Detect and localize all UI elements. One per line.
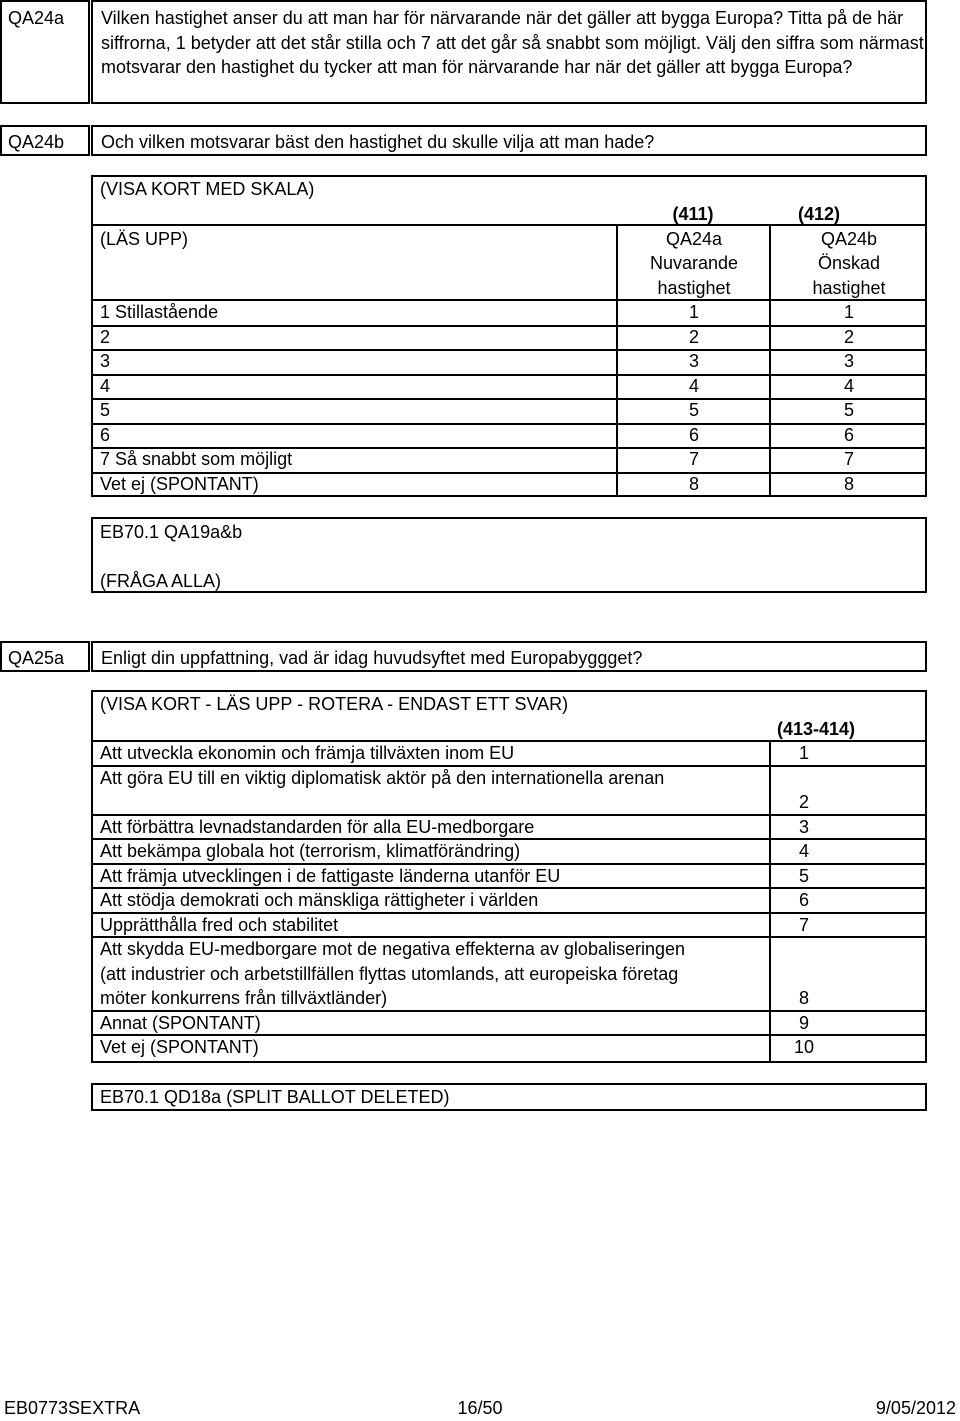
qa24a-question: Vilken hastighet anser du att man har för närvarande när det gäller att bygga Europa? Titta på de här siffrorna, 1 betyder att det står stilla och 7 att det går så snabbt som möjligt. Välj den siffra som närmast motsvarar den hastighet du tycker att man för närvarande har när det gäller att bygga Europa? xyxy=(101,8,924,77)
qa24b-question-cell xyxy=(91,125,927,156)
qa25a-option-label: Annat (SPONTANT) xyxy=(100,1012,261,1033)
qa25a-option-label: Att skydda EU-medborgare mot de negativa effekterna av globaliseringen xyxy=(100,939,686,959)
qa24b-row-code-b: 6 xyxy=(843,424,854,445)
qa24b-row-label: Vet ej (SPONTANT) xyxy=(100,473,259,494)
qa24b-row-code-b: 7 xyxy=(843,449,854,469)
qa24b-read-out: (LÄS UPP) xyxy=(100,229,189,249)
qa25a-option-label: Att göra EU till en viktig diplomatisk aktör på den internationella arenan xyxy=(100,767,665,788)
qa25a-question: Enligt din uppfattning, vad är idag huvudsyftet med Europabyggget? xyxy=(101,648,643,668)
qa24b-row-label: 3 xyxy=(100,351,111,371)
qa25a-option-code: 8 xyxy=(798,988,809,1008)
footer-date: 9/05/2012 xyxy=(875,1398,956,1418)
qa25a-option-code: 4 xyxy=(798,841,809,861)
qa25a-instruction: (VISA KORT - LÄS UPP - ROTERA - ENDAST ETT SVAR) xyxy=(100,694,569,714)
qa24b-row-label: 2 xyxy=(100,326,111,347)
qa25a-option-code: 10 xyxy=(793,1037,815,1057)
qa24b-row-code-b: 2 xyxy=(843,326,854,347)
qa24b-row-code-a: 3 xyxy=(688,351,699,371)
qa24b-row-code-a: 5 xyxy=(688,400,699,420)
qa25a-option-label: Upprätthålla fred och stabilitet xyxy=(100,914,339,935)
qa24b-col-b-label2: hastighet xyxy=(812,278,886,298)
sec1-source: EB70.1 QA19a&b xyxy=(100,522,243,542)
footer-doc-id: EB0773SEXTRA xyxy=(4,1398,141,1418)
qa24b-row-label: 4 xyxy=(100,375,111,396)
qa25a-option-label: Att förbättra levnadstandarden för alla EU-medborgare xyxy=(100,816,535,837)
qa24b-row-code-b: 1 xyxy=(843,302,854,322)
qa24b-row-code-a: 8 xyxy=(688,473,699,494)
qa25a-column-code: (413-414) xyxy=(776,719,856,739)
qa24b-col-a-label1: Nuvarande xyxy=(649,253,739,273)
qa24a-code-cell xyxy=(0,0,90,104)
qa25a-option-code: 6 xyxy=(798,890,809,910)
qa25a-option-label: Att främja utvecklingen i de fattigaste länderna utanför EU xyxy=(100,865,561,886)
qa24b-row-code-a: 7 xyxy=(688,449,699,469)
qa25a-question-cell xyxy=(91,641,927,672)
qa25a-option-code: 1 xyxy=(798,743,809,763)
qa24b-row-code-a: 4 xyxy=(688,375,699,396)
qa25a-option-label: möter konkurrens från tillväxtländer) xyxy=(100,988,388,1008)
qa24b-code-cell xyxy=(0,125,90,156)
qa24b-row-code-b: 4 xyxy=(843,375,854,396)
qa25a-code: QA25a xyxy=(8,648,65,668)
qa24b-code: QA24b xyxy=(8,132,65,152)
qa24b-col-a-label2: hastighet xyxy=(657,278,731,298)
qa24b-col-b-label1: Önskad xyxy=(817,253,881,273)
qa24b-row-label: 5 xyxy=(100,400,111,420)
qa24b-col-b-code: (412) xyxy=(797,204,841,224)
sec1-ask-all: (FRÅGA ALLA) xyxy=(100,571,222,591)
qa24b-col-a-code: (411) xyxy=(672,204,714,224)
qa24b-row-code-a: 6 xyxy=(688,424,699,445)
qa25a-option-label: Att utveckla ekonomin och främja tillväxten inom EU xyxy=(100,743,515,763)
qa24b-row-code-b: 5 xyxy=(843,400,854,420)
qa24a-question-cell xyxy=(91,0,927,104)
qa25a-option-code: 5 xyxy=(798,865,809,886)
qa24b-col-a-question: QA24a xyxy=(665,229,723,249)
qa25a-option-label: Vet ej (SPONTANT) xyxy=(100,1037,259,1057)
qa24b-row-label: 6 xyxy=(100,424,111,445)
qa24b-row-label: 7 Så snabbt som möjligt xyxy=(100,449,293,469)
sec2-source: EB70.1 QD18a (SPLIT BALLOT DELETED) xyxy=(100,1087,450,1107)
qa25a-option-code: 2 xyxy=(798,792,809,812)
footer-page-number: 16/50 xyxy=(457,1398,503,1418)
qa25a-option-code: 7 xyxy=(798,914,809,935)
qa24b-row-code-b: 3 xyxy=(843,351,854,371)
qa24a-code: QA24a xyxy=(8,8,65,28)
qa24b-question: Och vilken motsvarar bäst den hastighet du skulle vilja att man hade? xyxy=(101,132,655,152)
qa25a-option-label: Att stödja demokrati och mänskliga rättigheter i världen xyxy=(100,890,539,910)
qa24b-row-code-a: 2 xyxy=(688,326,699,347)
qa25a-option-code: 9 xyxy=(798,1012,809,1033)
qa25a-code-cell xyxy=(0,641,90,672)
qa24b-row-label: 1 Stillastående xyxy=(100,302,219,322)
qa24b-row-code-a: 1 xyxy=(688,302,699,322)
qa24b-row-code-b: 8 xyxy=(843,473,854,494)
qa24b-instruction: (VISA KORT MED SKALA) xyxy=(100,179,315,199)
qa24b-col-b-question: QA24b xyxy=(820,229,878,249)
qa25a-option-code: 3 xyxy=(798,816,809,837)
qa25a-option-label: (att industrier och arbetstillfällen flyttas utomlands, att europeiska företag xyxy=(100,963,679,984)
qa25a-option-label: Att bekämpa globala hot (terrorism, klimatförändring) xyxy=(100,841,521,861)
